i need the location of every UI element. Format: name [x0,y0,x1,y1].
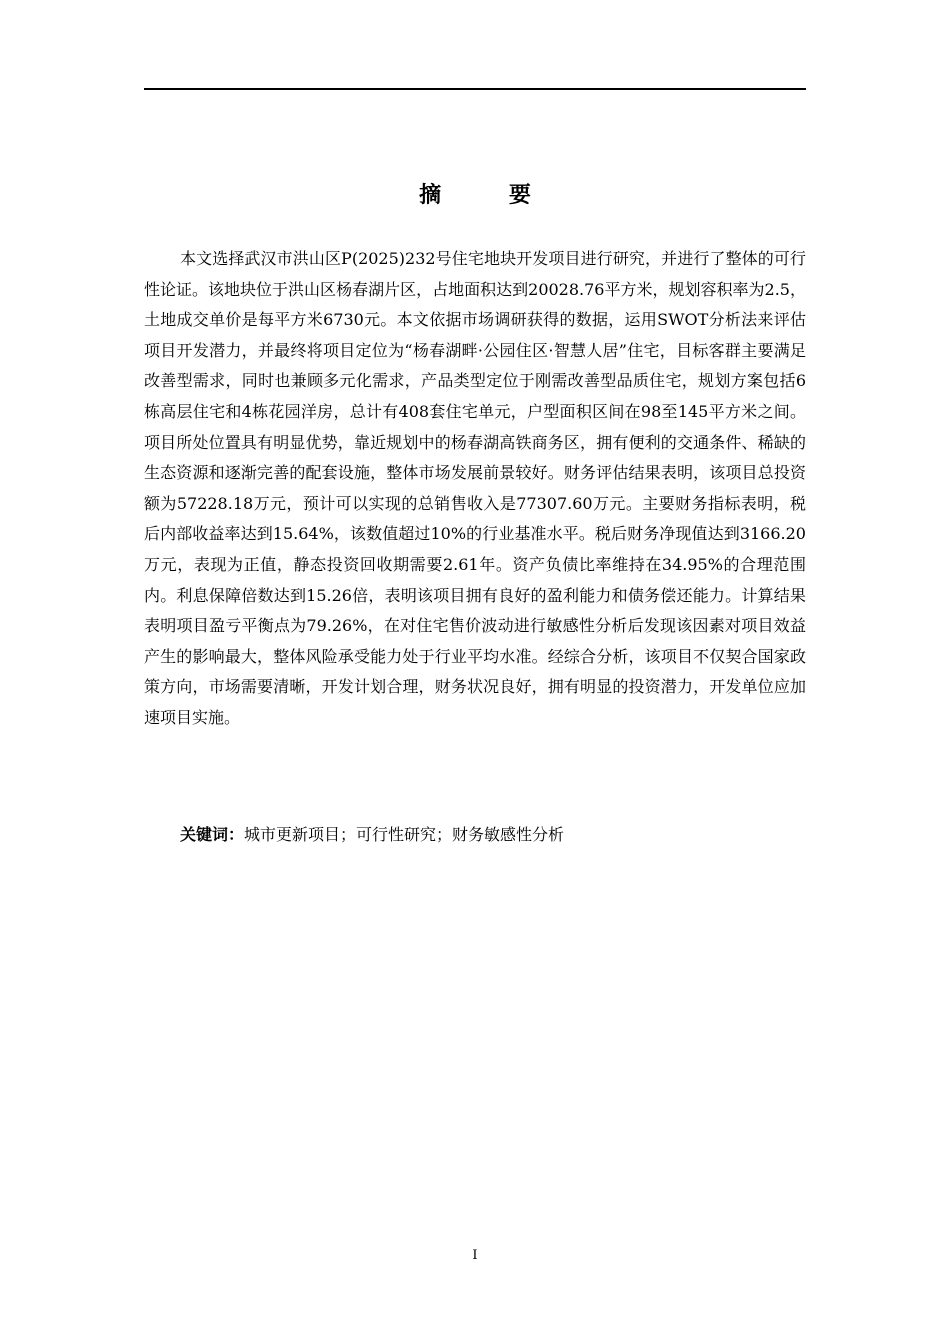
keywords-text: 城市更新项目；可行性研究；财务敏感性分析 [244,825,565,844]
keywords-label: 关键词： [180,825,245,844]
page-title: 摘 要 [419,183,561,208]
keywords-line [144,820,806,850]
header-rule [144,88,806,90]
abstract-paragraph: 本文选择武汉市洪山区P(2025)232号住宅地块开发项目进行研究，并进行了整体的可行性论证。该地块位于洪山区杨春湖片区，占地面积达到20028.76平方米，规划容积率为2.5，土地成交单价是每平方米6730元。本文依据市场调研获得的数据，运用SWOT分析法来评估项目开发潜力，并最终将项目定位为“杨春湖畔·公园住区·智慧人居”住宅，目标客群主要满足改善型需求，同时也兼顾多元化需求，产品类型定位于刚需改善型品质住宅，规划方案包括6栋高层住宅和4栋花园洋房，总计有408套住宅单元，户型面积区间在98至145平方米之间。项目所处位置具有明显优势，靠近规划中的杨春湖高铁商务区，拥有便利的交通条件、稀缺的生态资源和逐渐完善的配套设施，整体市场发展前景较好。财务评估结果表明，该项目总投资额为57228.18万元，预计可以实现的总销售收入是77307.60万元。主要财务指标表明，税后内部收益率达到15.64%，该数值超过10%的行业基准水平。税后财务净现值达到3166.20万元，表现为正值，静态投资回收期需要2.61年。资产负债比率维持在34.95%的合理范围内。利息保障倍数达到15.26倍，表明该项目拥有良好的盈利能力和债务偿还能力。计算结果表明项目盈亏平衡点为79.26%，在对住宅售价波动进行敏感性分析后发现该因素对项目效益产生的影响最大，整体风险承受能力处于行业平均水准。经综合分析，该项目不仅契合国家政策方向，市场需要清晰，开发计划合理，财务状况良好，拥有明显的投资潜力，开发单位应加速项目实施。 [144,249,806,727]
page-number: I [472,1248,478,1263]
